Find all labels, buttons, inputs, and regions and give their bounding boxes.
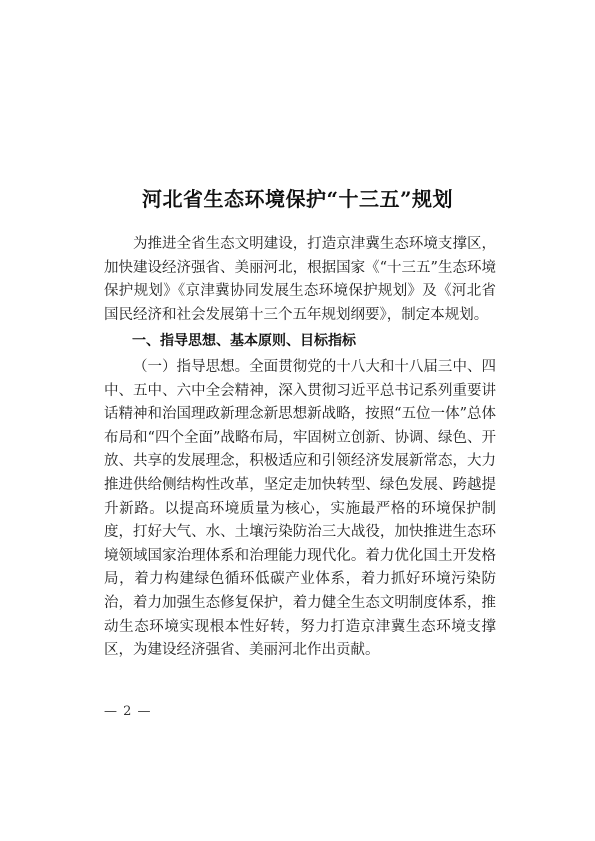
document-title: 河北省生态环境保护“十三五”规划	[141, 187, 453, 211]
intro-paragraph: 为推进全省生态文明建设，打造京津冀生态环境支撑区，加快建设经济强省、美丽河北，根据国家《“十三五”生态环境保护规划》《京津冀协同发展生态环境保护规划》及《河北省国民经济和社会发展第十三个五年规划纲要》，制定本规划。	[104, 236, 496, 323]
guiding-principles-paragraph: （一）指导思想。全面贯彻党的十八大和十八届三中、四中、五中、六中全会精神，深入贯彻习近平总书记系列重要讲话精神和治国理政新理念新思想新战略，按照“五位一体”总体布局和“四个全面”战略布局，牢固树立创新、协调、绿色、开放、共享的发展理念，积极适应和引领经济发展新常态，大力推进供给侧结构性改革，坚定走加快转型、绿色发展、跨越提升新路。以提高环境质量为核心，实施最严格的环境保护制度，打好大气、水、土壤污染防治三大战役，加快推进生态环境领域国家治理体系和治理能力现代化。着力优化国土开发格局，着力构建绿色循环低碳产业体系，着力抓好环境污染防治，着力加强生态修复保护，着力健全生态文明制度体系，推动生态环境实现根本性好转，努力打造京津冀生态环境支撑区，为建设经济强省、美丽河北作出贡献。	[104, 358, 496, 659]
page-number: — 2 —	[104, 704, 152, 719]
document-body	[104, 233, 496, 663]
section-heading: 一、指导思想、基本原则、目标指标	[132, 333, 356, 350]
